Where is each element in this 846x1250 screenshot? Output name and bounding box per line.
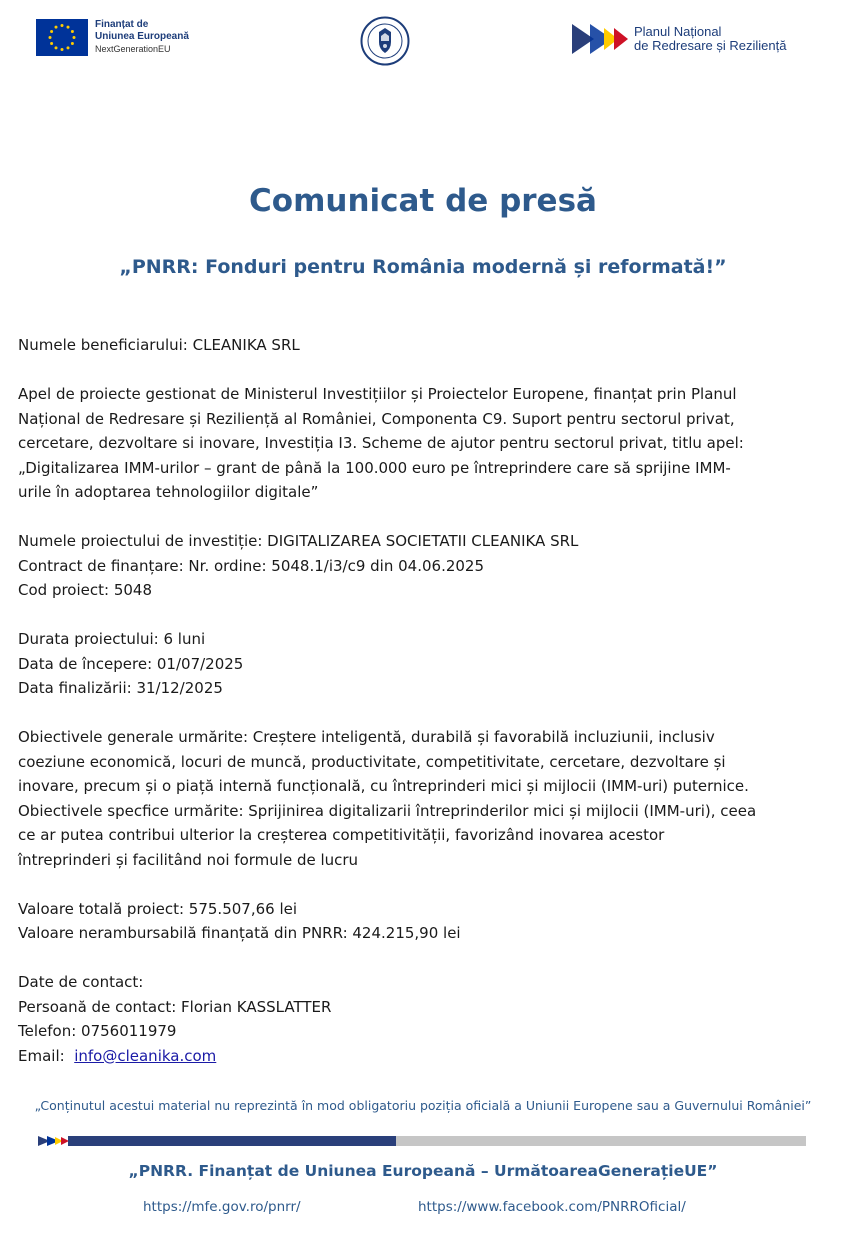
email-label: Email: — [18, 1046, 65, 1065]
eu-funding-logo — [36, 19, 189, 56]
facebook-link[interactable]: https://www.facebook.com/PNRROficial/ — [418, 1199, 686, 1215]
contact-person: Persoană de contact: Florian KASSLATTER — [18, 997, 332, 1016]
page-header — [0, 0, 846, 80]
project-code: Cod proiect: 5048 — [18, 581, 152, 599]
project-name: Numele proiectului de investiție: DIGITALIZAREA SOCIETATII CLEANIKA SRL — [18, 532, 579, 550]
page-subtitle: „PNRR: Fonduri pentru România modernă și reformată!” — [119, 256, 727, 278]
call-line: Apel de proiecte gestionat de Ministerul Investițiilor și Proiectelor Europene, finanțat prin Planul — [18, 385, 737, 403]
call-paragraph — [18, 382, 830, 505]
objectives-line: ce ar putea contribui ulterior la creșterea competitivității, favorizând inovarea acestor — [18, 826, 665, 844]
romanian-government-seal-icon — [360, 16, 410, 66]
objectives-paragraph — [18, 725, 830, 872]
pnrr-logo-line1: Planul Național — [634, 24, 722, 39]
pnrr-logo — [572, 24, 786, 54]
objectives-line: inovare, precum și o piață internă funcțională, cu întreprinderi mici și mijlocii (IMM-uri) puternice. — [18, 777, 749, 795]
beneficiary-paragraph — [18, 333, 830, 358]
values-paragraph — [18, 897, 830, 946]
mfe-link[interactable]: https://mfe.gov.ro/pnrr/ — [143, 1199, 301, 1215]
objectives-line: Obiectivele generale urmărite: Creștere inteligentă, durabilă și favorabilă incluziunii, inclusiv — [18, 728, 715, 746]
press-release-body — [18, 333, 830, 1093]
start-date: Data de începere: 01/07/2025 — [18, 654, 244, 673]
financing-contract: Contract de finanțare: Nr. ordine: 5048.1/i3/c9 din 04.06.2025 — [18, 556, 485, 575]
project-paragraph — [18, 529, 830, 603]
page-title: Comunicat de presă — [249, 183, 597, 219]
eu-flag-icon — [36, 19, 88, 56]
objectives-line: întreprinderi și facilitând noi formule de lucru — [18, 850, 359, 869]
footer-divider-bar — [38, 1136, 806, 1146]
contact-email-row — [18, 1044, 830, 1069]
pnrr-logo-line2: de Redresare și Reziliență — [634, 38, 787, 53]
footer-bar-light-segment — [396, 1136, 806, 1146]
contact-phone: Telefon: 0756011979 — [18, 1022, 177, 1040]
total-value: Valoare totală proiect: 575.507,66 lei — [18, 899, 298, 918]
eu-logo-line3: NextGenerationEU — [95, 44, 171, 54]
objectives-line: Obiectivele specfice urmărite: Sprijinirea digitalizarii întreprinderilor mici și mijlocii (IMM-uri), ceea — [18, 801, 757, 820]
email-link[interactable]: info@cleanika.com — [74, 1046, 217, 1065]
eu-logo-line2: Uniunea Europeană — [95, 31, 189, 42]
contact-heading: Date de contact: — [18, 973, 144, 991]
footer-slogan: „PNRR. Finanțat de Uniunea Europeană – UrmătoareaGenerațieUE” — [128, 1162, 718, 1180]
eu-logo-line1: Finanțat de — [95, 19, 149, 30]
project-duration: Durata proiectului: 6 luni — [18, 630, 206, 648]
pnrr-logo-text — [634, 25, 786, 53]
objectives-line: coeziune economică, locuri de muncă, productivitate, competitivitate, cercetare, dezvoltare și — [18, 752, 726, 771]
duration-paragraph — [18, 627, 830, 701]
call-line: cercetare, dezvoltare si inovare, Investiția I3. Scheme de ajutor pentru sectorul privat, titlu apel: — [18, 434, 744, 452]
footer-bar-dark-segment — [68, 1136, 396, 1146]
pnrr-arrows-icon — [572, 24, 630, 54]
call-line: Național de Redresare și Reziliență al României, Componenta C9. Suport pentru sectorul privat, — [18, 409, 735, 428]
beneficiary-name: Numele beneficiarului: CLEANIKA SRL — [18, 336, 300, 354]
footer-arrows-icon — [38, 1136, 72, 1146]
eu-logo-text — [95, 19, 189, 55]
call-line: „Digitalizarea IMM-urilor – grant de până la 100.000 euro pe întreprindere care să sprijine IMM- — [18, 458, 731, 477]
contact-paragraph — [18, 970, 830, 1068]
eu-disclaimer: „Conținutul acestui material nu reprezintă în mod obligatoriu poziția oficială a Uniunii Europene sau a Guvernului României” — [34, 1098, 812, 1113]
end-date: Data finalizării: 31/12/2025 — [18, 679, 223, 697]
call-line: urile în adoptarea tehnologiilor digitale” — [18, 483, 319, 501]
nonrefundable-value: Valoare nerambursabilă finanțată din PNRR: 424.215,90 lei — [18, 924, 461, 942]
